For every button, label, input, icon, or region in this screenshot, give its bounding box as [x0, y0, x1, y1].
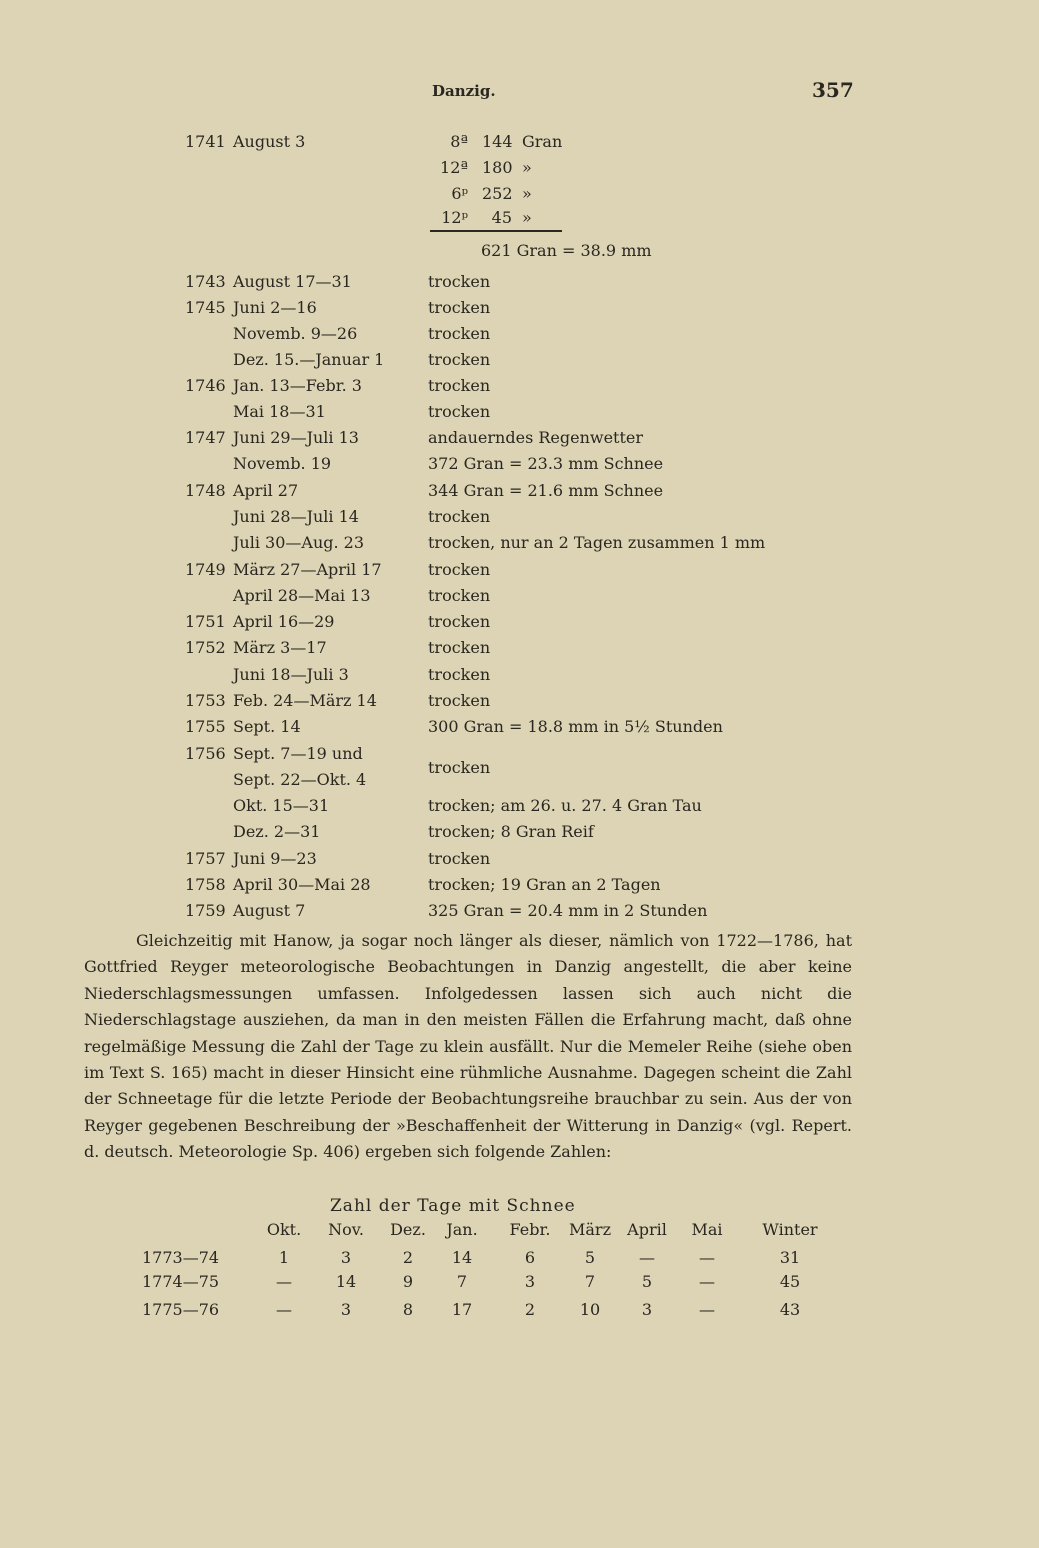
record-year: 1747	[185, 428, 226, 447]
table-cell: 5	[641, 1272, 653, 1291]
table-cell: 3	[340, 1248, 352, 1267]
table-cell: 14	[335, 1272, 357, 1291]
hourly-value: 144	[482, 132, 513, 151]
body-paragraph: Gleichzeitig mit Hanow, ja sogar noch länger als dieser, nämlich von 1722—1786, hat Gottfried Reyger meteorologische Beobachtungen in Danzig angestellt, die aber keine Niederschlagsmessungen umfassen. Infolgedessen lassen sich auch nicht die Niederschlagstage ausziehen, da man in den meisten Fällen die Erfahrung macht, daß ohne regelmäßige Messung die Zahl der Tage zu klein ausfällt. Nur die Memeler Reihe (siehe oben im Text S. 165) macht in dieser Hinsicht eine rühmliche Ausnahme. Dagegen scheint die Zahl der Schneetage für die letzte Periode der Beobachtungsreihe brauchbar zu sein. Aus der von Reyger gegebenen Beschreibung der »Beschaffenheit der Witterung in Danzig« (vgl. Repert. d. deutsch. Meteorologie Sp. 406) ergeben sich folgende Zahlen:	[84, 931, 852, 1162]
table-cell: 31	[779, 1248, 801, 1267]
hourly-hour: 8ª	[450, 132, 468, 151]
table-cell: 3	[524, 1272, 536, 1291]
table-cell: 14	[451, 1248, 473, 1267]
record-result: trocken	[428, 402, 491, 421]
row-label: 1774—75	[142, 1272, 220, 1291]
record-date: April 30—Mai 28	[233, 875, 371, 894]
record-date: Sept. 7—19 und	[233, 744, 363, 763]
record-date: August 17—31	[233, 272, 352, 291]
column-header: April	[627, 1220, 667, 1239]
record-row	[0, 454, 1039, 480]
record-row	[0, 350, 1039, 376]
column-header: März	[569, 1220, 611, 1239]
hourly-unit: Gran	[522, 132, 563, 151]
record-date: Juni 2—16	[233, 298, 317, 317]
hourly-hour: 12ᵖ	[441, 208, 468, 227]
table-cell: 43	[779, 1300, 801, 1319]
record-row	[0, 376, 1039, 402]
record-year: 1749	[185, 560, 226, 579]
hourly-unit: »	[522, 184, 532, 203]
column-header: Jan.	[446, 1220, 478, 1239]
record-result: trocken	[428, 324, 491, 343]
record-result: trocken	[428, 638, 491, 657]
hourly-row	[0, 184, 1039, 210]
table-cell: 2	[402, 1248, 414, 1267]
table-cell: —	[699, 1248, 715, 1267]
record-date: Juli 30—Aug. 23	[233, 533, 365, 552]
record-year: 1746	[185, 376, 226, 395]
table-row	[0, 1272, 1039, 1296]
table-cell: 17	[451, 1300, 473, 1319]
record-result: trocken, nur an 2 Tagen zusammen 1 mm	[428, 533, 766, 552]
record-result: trocken	[428, 665, 491, 684]
record-row	[0, 507, 1039, 533]
record-date: April 28—Mai 13	[233, 586, 371, 605]
table-cell: 10	[579, 1300, 601, 1319]
record-row	[0, 272, 1039, 298]
table-cell: 6	[524, 1248, 536, 1267]
table-row	[0, 1248, 1039, 1272]
table-cell: 1	[278, 1248, 290, 1267]
record-row	[0, 901, 1039, 927]
hourly-value: 180	[482, 158, 513, 177]
record-row	[0, 849, 1039, 875]
record-year: 1751	[185, 612, 226, 631]
record-year: 1745	[185, 298, 226, 317]
column-header: Okt.	[266, 1220, 302, 1239]
table-cell: 2	[524, 1300, 536, 1319]
record-date: Sept. 14	[233, 717, 301, 736]
table-cell: —	[639, 1248, 655, 1267]
record-date: Jan. 13—Febr. 3	[233, 376, 362, 395]
record-date: Juni 18—Juli 3	[233, 665, 349, 684]
row-label: 1773—74	[142, 1248, 220, 1267]
record-row	[0, 744, 1039, 770]
record-row	[0, 665, 1039, 691]
hourly-total: 621 Gran = 38.9 mm	[481, 241, 652, 260]
header-title: Danzig.	[432, 82, 496, 100]
record-row	[0, 691, 1039, 717]
record-result: 372 Gran = 23.3 mm Schnee	[428, 454, 664, 473]
record-result: trocken	[428, 849, 491, 868]
column-header: Dez.	[390, 1220, 426, 1239]
record-row	[0, 875, 1039, 901]
record-year: 1757	[185, 849, 226, 868]
record-result: trocken	[428, 507, 491, 526]
record-date: Juni 28—Juli 14	[233, 507, 359, 526]
table-cell: —	[699, 1272, 715, 1291]
record-row	[0, 481, 1039, 507]
record-date: Dez. 2—31	[233, 822, 321, 841]
record-row	[0, 612, 1039, 638]
record-date: Mai 18—31	[233, 402, 326, 421]
hourly-hour: 12ª	[440, 158, 468, 177]
record-year: 1748	[185, 481, 226, 500]
record-date: Okt. 15—31	[233, 796, 330, 815]
record-year: 1752	[185, 638, 226, 657]
record-year: 1753	[185, 691, 226, 710]
record-date: Sept. 22—Okt. 4	[233, 770, 367, 789]
page-number: 357	[812, 78, 854, 102]
record-result: trocken	[428, 350, 491, 369]
hourly-value: 252	[482, 184, 513, 203]
table-cell: 3	[641, 1300, 653, 1319]
hourly-row	[0, 158, 1039, 184]
record-date: März 3—17	[233, 638, 327, 657]
table-cell: 7	[584, 1272, 596, 1291]
record-date: Juni 29—Juli 13	[233, 428, 359, 447]
running-header	[0, 78, 1039, 106]
record-date: März 27—April 17	[233, 560, 382, 579]
column-header: Febr.	[509, 1220, 551, 1239]
record-year: 1756	[185, 744, 226, 763]
table-row	[0, 1300, 1039, 1324]
hourly-unit: »	[522, 158, 532, 177]
record-date: Feb. 24—März 14	[233, 691, 377, 710]
snow-table-title: Zahl der Tage mit Schnee	[330, 1196, 576, 1216]
record-year: 1755	[185, 717, 226, 736]
record-row	[0, 822, 1039, 848]
record-year: 1759	[185, 901, 226, 920]
column-header: Mai	[691, 1220, 723, 1239]
record-year: 1743	[185, 272, 226, 291]
record-result: trocken	[428, 691, 491, 710]
record-result: trocken	[428, 272, 491, 291]
record-row	[0, 717, 1039, 743]
table-cell: 7	[456, 1272, 468, 1291]
snow-table-header	[0, 1220, 1039, 1244]
record-date: Novemb. 9—26	[233, 324, 358, 343]
table-cell: —	[276, 1300, 292, 1319]
record-date: Juni 9—23	[233, 849, 317, 868]
row-label: 1775—76	[142, 1300, 220, 1319]
record-date: August 3	[233, 132, 306, 151]
hourly-hour: 6ᵖ	[451, 184, 468, 203]
record-result: trocken; 19 Gran an 2 Tagen	[428, 875, 661, 894]
record-row	[0, 428, 1039, 454]
record-result: andauerndes Regenwetter	[428, 428, 644, 447]
record-row	[0, 560, 1039, 586]
record-date: Dez. 15.—Januar 1	[233, 350, 385, 369]
record-date: Novemb. 19	[233, 454, 332, 473]
record-row	[0, 533, 1039, 559]
table-cell: —	[276, 1272, 292, 1291]
record-result: trocken	[428, 560, 491, 579]
sum-rule	[430, 230, 562, 232]
column-header: Nov.	[328, 1220, 364, 1239]
table-cell: 9	[402, 1272, 414, 1291]
table-cell: 5	[584, 1248, 596, 1267]
record-result: trocken; 8 Gran Reif	[428, 822, 594, 841]
record-date: April 16—29	[233, 612, 335, 631]
record-result: 300 Gran = 18.8 mm in 5½ Stunden	[428, 717, 723, 736]
record-row	[0, 402, 1039, 428]
record-result: trocken	[428, 376, 491, 395]
hourly-unit: »	[522, 208, 532, 227]
column-header: Winter	[762, 1220, 818, 1239]
table-cell: —	[699, 1300, 715, 1319]
record-date: April 27	[233, 481, 299, 500]
record-result: trocken	[428, 298, 491, 317]
record-row	[0, 758, 1039, 796]
record-result: trocken; am 26. u. 27. 4 Gran Tau	[428, 796, 702, 815]
hourly-row	[0, 132, 1039, 158]
hourly-value: 45	[491, 208, 512, 227]
table-cell: 8	[402, 1300, 414, 1319]
record-row	[0, 638, 1039, 664]
record-result: trocken	[428, 758, 491, 777]
record-result: trocken	[428, 612, 491, 631]
record-row	[0, 324, 1039, 350]
record-year: 1758	[185, 875, 226, 894]
record-row	[0, 796, 1039, 822]
record-row	[0, 586, 1039, 612]
record-result: 344 Gran = 21.6 mm Schnee	[428, 481, 664, 500]
table-cell: 3	[340, 1300, 352, 1319]
record-year: 1741	[185, 132, 226, 151]
record-result: trocken	[428, 586, 491, 605]
table-cell: 45	[779, 1272, 801, 1291]
record-date: August 7	[233, 901, 306, 920]
record-row	[0, 298, 1039, 324]
record-result: 325 Gran = 20.4 mm in 2 Stunden	[428, 901, 708, 920]
